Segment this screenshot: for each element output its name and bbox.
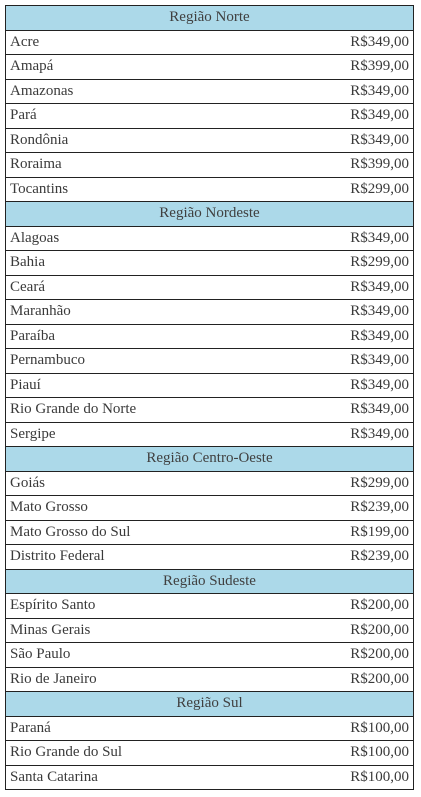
table-row xyxy=(6,300,414,325)
table-row xyxy=(6,128,414,153)
price-table xyxy=(5,5,414,790)
price-cell: R$200,00 xyxy=(210,594,414,619)
price-cell: R$100,00 xyxy=(210,741,414,766)
state-name-cell: Amazonas xyxy=(6,79,210,104)
price-cell: R$200,00 xyxy=(210,643,414,668)
table-row xyxy=(6,545,414,570)
region-header-row xyxy=(6,6,414,31)
price-cell: R$349,00 xyxy=(210,422,414,447)
table-row xyxy=(6,741,414,766)
state-name-cell: São Paulo xyxy=(6,643,210,668)
price-cell: R$349,00 xyxy=(210,79,414,104)
table-row xyxy=(6,104,414,129)
state-name-cell: Minas Gerais xyxy=(6,618,210,643)
price-cell: R$199,00 xyxy=(210,520,414,545)
table-row xyxy=(6,275,414,300)
region-header-row xyxy=(6,692,414,717)
state-name-cell: Pernambuco xyxy=(6,349,210,374)
table-row xyxy=(6,153,414,178)
state-name-cell: Goiás xyxy=(6,471,210,496)
state-name-cell: Maranhão xyxy=(6,300,210,325)
table-row xyxy=(6,496,414,521)
price-cell: R$349,00 xyxy=(210,324,414,349)
table-row xyxy=(6,765,414,790)
region-header: Região Norte xyxy=(6,6,414,31)
state-name-cell: Espírito Santo xyxy=(6,594,210,619)
state-name-cell: Acre xyxy=(6,30,210,55)
price-cell: R$200,00 xyxy=(210,667,414,692)
state-name-cell: Distrito Federal xyxy=(6,545,210,570)
state-name-cell: Amapá xyxy=(6,55,210,80)
price-cell: R$349,00 xyxy=(210,300,414,325)
price-cell: R$399,00 xyxy=(210,55,414,80)
state-name-cell: Mato Grosso xyxy=(6,496,210,521)
price-table-body xyxy=(6,6,414,790)
price-cell: R$349,00 xyxy=(210,349,414,374)
table-row xyxy=(6,373,414,398)
table-row xyxy=(6,349,414,374)
state-name-cell: Rio Grande do Sul xyxy=(6,741,210,766)
price-cell: R$200,00 xyxy=(210,618,414,643)
state-name-cell: Sergipe xyxy=(6,422,210,447)
price-cell: R$239,00 xyxy=(210,496,414,521)
region-header: Região Sudeste xyxy=(6,569,414,594)
region-header: Região Nordeste xyxy=(6,202,414,227)
state-name-cell: Piauí xyxy=(6,373,210,398)
price-cell: R$299,00 xyxy=(210,177,414,202)
price-cell: R$100,00 xyxy=(210,765,414,790)
table-row xyxy=(6,667,414,692)
table-row xyxy=(6,324,414,349)
state-name-cell: Mato Grosso do Sul xyxy=(6,520,210,545)
price-cell: R$299,00 xyxy=(210,471,414,496)
price-cell: R$349,00 xyxy=(210,373,414,398)
price-table-container xyxy=(5,5,414,790)
price-cell: R$349,00 xyxy=(210,275,414,300)
table-row xyxy=(6,471,414,496)
table-row xyxy=(6,226,414,251)
state-name-cell: Ceará xyxy=(6,275,210,300)
state-name-cell: Paraná xyxy=(6,716,210,741)
table-row xyxy=(6,30,414,55)
state-name-cell: Rio Grande do Norte xyxy=(6,398,210,423)
state-name-cell: Bahia xyxy=(6,251,210,276)
state-name-cell: Tocantins xyxy=(6,177,210,202)
table-row xyxy=(6,398,414,423)
price-cell: R$100,00 xyxy=(210,716,414,741)
region-header: Região Centro-Oeste xyxy=(6,447,414,472)
price-cell: R$349,00 xyxy=(210,128,414,153)
state-name-cell: Roraima xyxy=(6,153,210,178)
table-row xyxy=(6,422,414,447)
price-cell: R$349,00 xyxy=(210,398,414,423)
state-name-cell: Santa Catarina xyxy=(6,765,210,790)
state-name-cell: Pará xyxy=(6,104,210,129)
region-header-row xyxy=(6,569,414,594)
table-row xyxy=(6,520,414,545)
table-row xyxy=(6,618,414,643)
region-header-row xyxy=(6,202,414,227)
state-name-cell: Paraíba xyxy=(6,324,210,349)
price-cell: R$399,00 xyxy=(210,153,414,178)
price-cell: R$239,00 xyxy=(210,545,414,570)
table-row xyxy=(6,643,414,668)
state-name-cell: Rio de Janeiro xyxy=(6,667,210,692)
price-cell: R$349,00 xyxy=(210,30,414,55)
price-cell: R$349,00 xyxy=(210,226,414,251)
price-cell: R$299,00 xyxy=(210,251,414,276)
table-row xyxy=(6,251,414,276)
table-row xyxy=(6,594,414,619)
table-row xyxy=(6,55,414,80)
state-name-cell: Rondônia xyxy=(6,128,210,153)
table-row xyxy=(6,716,414,741)
table-row xyxy=(6,177,414,202)
region-header: Região Sul xyxy=(6,692,414,717)
table-row xyxy=(6,79,414,104)
region-header-row xyxy=(6,447,414,472)
price-cell: R$349,00 xyxy=(210,104,414,129)
state-name-cell: Alagoas xyxy=(6,226,210,251)
